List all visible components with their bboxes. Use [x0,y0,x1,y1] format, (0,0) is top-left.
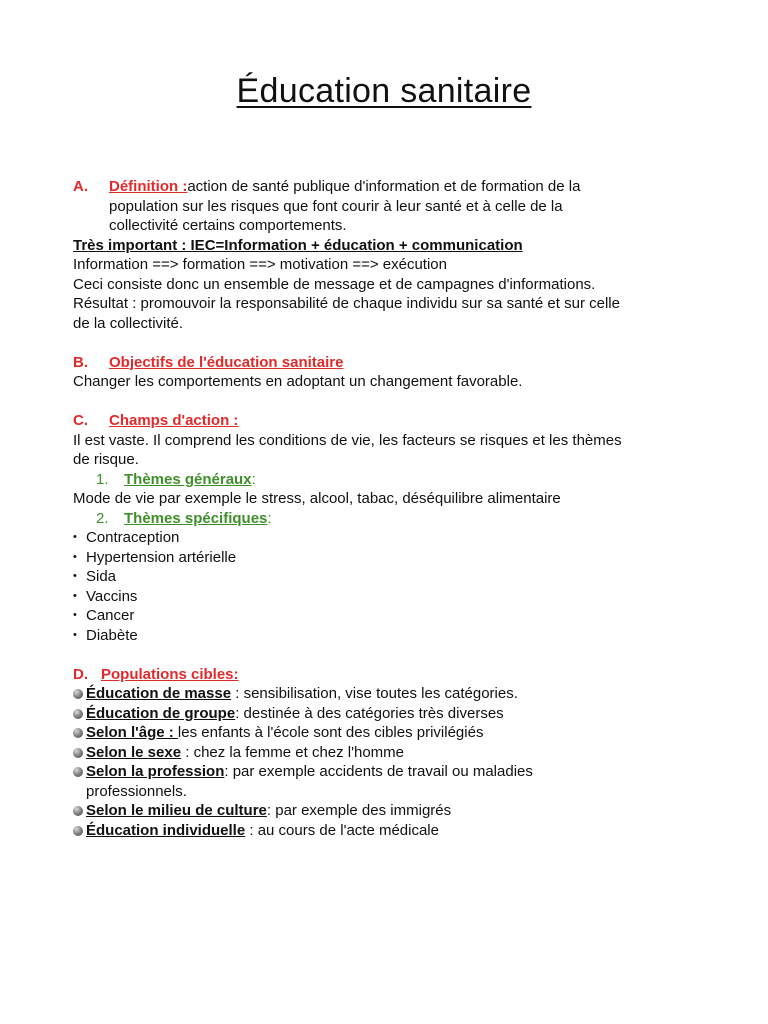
list-item [73,743,713,763]
specific-themes-list [73,528,713,645]
bullet-icon: • [73,531,77,543]
list-item [73,626,713,646]
bullet-ball-icon [73,826,83,836]
section-d-heading [73,665,713,685]
item-description: : par exemple des immigrés [266,802,452,819]
paragraph-line: Information ==> formation ==> motivation ==> exécution [73,256,447,273]
list-item-text [86,762,713,801]
important-note: Très important : IEC=Information + éducation + communication [73,236,523,254]
section-c-heading [73,411,713,431]
item-label: Éducation individuelle [86,821,246,839]
list-item-text: Diabète [86,626,138,644]
section-b-title: Objectifs de l'éducation sanitaire [109,353,344,371]
bullet-icon: • [73,570,77,582]
item-label: Éducation de masse [86,685,232,702]
list-item-text: Sida [86,568,117,585]
definition-line-3: collectivité certains comportements. [109,217,347,234]
list-item [73,762,713,801]
list-item-text: Vaccins [86,587,138,605]
list-item-text [86,704,713,724]
list-item [73,801,713,821]
list-item-text: Cancer [86,607,135,624]
subsection-themes-generaux [73,470,713,490]
paragraph-line: Résultat : promouvoir la responsabilité de chaque individu sur sa santé et sur celle [73,295,620,312]
subsection-colon: : [251,470,256,488]
item-description: : au cours de l'acte médicale [245,821,439,839]
definition-text [109,177,713,236]
section-d-letter: D. [73,665,88,683]
section-b-text: Changer les comportements en adoptant un changement favorable. [73,373,523,390]
list-item-text [86,723,713,743]
target-populations-list [73,684,713,840]
bullet-ball-icon [73,748,83,758]
spacer [73,392,713,412]
item-description: : sensibilisation, vise toutes les catégories. [231,685,518,702]
bullet-icon: • [73,628,77,641]
item-label: Selon le sexe [86,743,182,761]
subsection-number: 2. [96,509,109,527]
list-item-text [86,684,713,704]
definition-line-1: action de santé publique d'information et de formation de la [187,178,581,195]
bullet-icon: • [73,550,77,563]
section-c-title: Champs d'action : [109,412,239,429]
paragraph-line: Ceci consiste donc un ensemble de message et de campagnes d'informations. [73,275,596,293]
spacer [73,645,713,665]
list-item-text [86,821,713,841]
item-description: : chez la femme et chez l'homme [181,743,405,761]
list-item [73,587,713,607]
section-c-intro-line: de risque. [73,451,139,468]
list-item [73,567,713,587]
subsection-number: 1. [96,470,109,488]
list-item-text: Hypertension artérielle [86,548,237,566]
list-item [73,606,713,626]
list-item [73,723,713,743]
section-c-letter: C. [73,412,88,429]
subsection-colon: : [267,509,272,527]
list-item [73,704,713,724]
subsection-text: Mode de vie par exemple le stress, alcool, tabac, déséquilibre alimentaire [73,490,561,507]
item-description: : destinée à des catégories très diverses [235,704,504,722]
list-item [73,821,713,841]
document-content [73,177,713,840]
subsection-themes-specifiques [73,509,713,529]
item-description: : par exemple accidents de travail ou maladies [224,763,533,780]
item-description: les enfants à l'école sont des cibles privilégiés [177,724,484,741]
bullet-ball-icon [73,689,83,699]
section-b-heading [73,353,713,373]
section-a-title: Définition : [109,178,188,195]
section-a-letter: A. [73,178,88,195]
bullet-icon: • [73,609,77,621]
item-description-continued: professionnels. [86,782,187,800]
bullet-ball-icon [73,806,83,816]
list-item [73,548,713,568]
section-d-title: Populations cibles: [101,665,239,683]
paragraph-line: de la collectivité. [73,314,184,332]
item-label: Éducation de groupe [86,704,236,722]
bullet-ball-icon [73,728,83,738]
list-item [73,528,713,548]
definition-line-2: population sur les risques que font courir à leur santé et à celle de la [109,197,563,215]
page-title: Éducation sanitaire [236,72,532,110]
item-label: Selon l'âge : [86,724,178,741]
spacer [73,333,713,353]
list-item-text: Contraception [86,529,180,546]
bullet-ball-icon [73,767,83,777]
item-label: Selon le milieu de culture [86,802,267,819]
list-item-text [86,743,713,763]
section-a-definition [73,177,713,236]
bullet-ball-icon [73,709,83,719]
list-item-text [86,801,713,821]
section-c-intro-line: Il est vaste. Il comprend les conditions de vie, les facteurs se risques et les thèmes [73,431,622,449]
list-item [73,684,713,704]
subsection-title: Thèmes généraux [124,470,252,488]
bullet-icon: • [73,589,77,602]
section-b-letter: B. [73,353,88,371]
subsection-title: Thèmes spécifiques [124,509,268,527]
item-label: Selon la profession [86,763,225,780]
